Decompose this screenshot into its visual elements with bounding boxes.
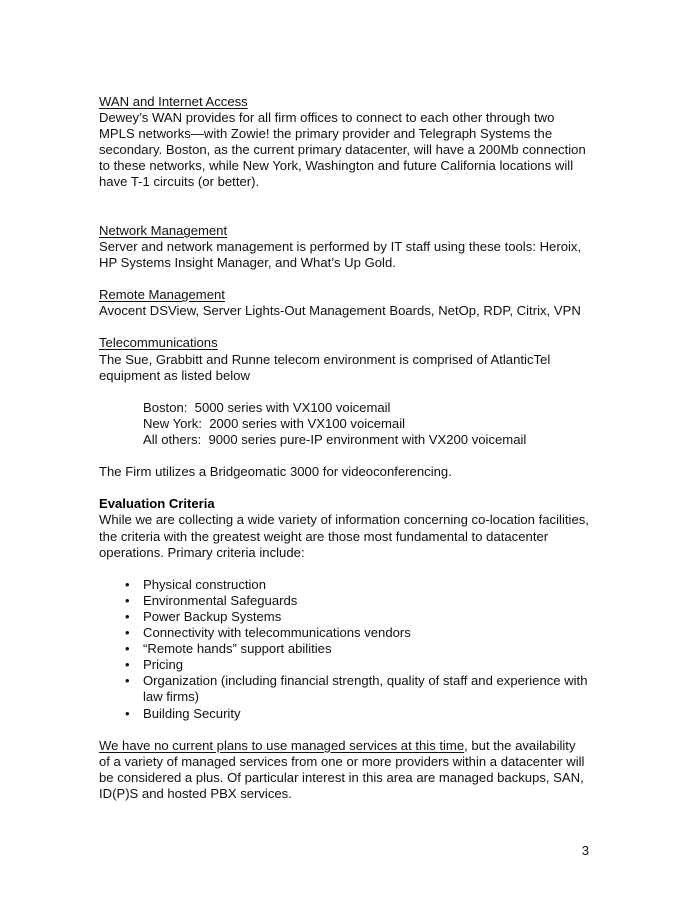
- list-item: [99, 657, 589, 673]
- list-item: [99, 673, 589, 705]
- section-spacer: [99, 561, 589, 577]
- section-heading-wan-and-internet-access: [99, 94, 589, 110]
- section-spacer: [99, 448, 589, 464]
- telecom-equipment-item: All others: 9000 series pure-IP environment with VX200 voicemail: [143, 431, 527, 447]
- section-spacer: [99, 319, 589, 335]
- section-heading-telecommunications: [99, 335, 589, 351]
- closing-paragraph-underlined: We have no current plans to use managed services at this time: [99, 737, 465, 753]
- section-heading-text: Remote Management: [99, 287, 225, 303]
- section-heading-network-management: [99, 223, 589, 239]
- list-item: [99, 641, 589, 657]
- section-spacer: [99, 480, 589, 496]
- section-body-network-management: Server and network management is performed by IT staff using these tools: Heroix, HP Systems Insight Manager, and What’s Up Gold.: [99, 238, 582, 270]
- closing-paragraph-rest: , but the availability of a variety of managed services from one or more providers within a datacenter will be considered a plus. Of particular interest in this area are managed backups, SAN, ID(P)S and hosted PBX services.: [99, 737, 585, 802]
- section-heading-remote-management: [99, 287, 589, 303]
- closing-paragraph: [99, 738, 589, 802]
- section-spacer: [99, 271, 589, 287]
- section-body-telecommunications: The Sue, Grabbitt and Runne telecom environment is comprised of AtlanticTel equipment as listed below: [99, 351, 551, 383]
- list-item-label: “Remote hands” support abilities: [143, 641, 332, 657]
- evaluation-criteria-list: [99, 577, 589, 722]
- list-item-label: Physical construction: [143, 576, 266, 592]
- section-heading-text: Network Management: [99, 222, 228, 238]
- telecom-equipment-item: Boston: 5000 series with VX100 voicemail: [143, 399, 391, 415]
- list-item-label: Pricing: [143, 657, 184, 673]
- page-number: 3: [581, 843, 589, 858]
- section-body-remote-management: Avocent DSView, Server Lights-Out Management Boards, NetOp, RDP, Citrix, VPN: [99, 303, 581, 319]
- videoconferencing-note: The Firm utilizes a Bridgeomatic 3000 for videoconferencing.: [99, 464, 452, 480]
- list-item-label: Organization (including financial strength, quality of staff and experience with law firms): [143, 673, 588, 705]
- list-item-label: Environmental Safeguards: [143, 592, 298, 608]
- section-spacer: [99, 191, 589, 223]
- bullet-icon: •: [125, 609, 130, 624]
- telecom-equipment-item: New York: 2000 series with VX100 voicemail: [143, 415, 406, 431]
- section-spacer: [99, 722, 589, 738]
- list-item-label: Power Backup Systems: [143, 609, 282, 624]
- list-item: [99, 577, 589, 593]
- list-item-label: Building Security: [143, 705, 241, 721]
- list-item: [99, 593, 589, 609]
- bullet-icon: •: [125, 625, 130, 641]
- bullet-icon: •: [125, 673, 130, 689]
- section-heading-text: WAN and Internet Access: [99, 94, 248, 109]
- section-spacer: [99, 384, 589, 400]
- bullet-icon: •: [125, 657, 130, 673]
- section-heading-text: Telecommunications: [99, 335, 218, 351]
- list-item: [99, 625, 589, 641]
- bullet-icon: •: [125, 592, 130, 608]
- document-body: [99, 94, 589, 802]
- list-item: [99, 609, 589, 625]
- telecom-equipment-list: [99, 400, 589, 448]
- bullet-icon: •: [125, 641, 130, 657]
- list-item-label: Connectivity with telecommunications vendors: [143, 625, 411, 641]
- section-body-wan-and-internet-access: Dewey’s WAN provides for all firm offices to connect to each other through two MPLS networks—with Zowie! the primary provider and Telegraph Systems the secondary. Boston, as the current primary datacenter, will have a 200Mb connection to these networks, while New York, Washington and future California locations will have T-1 circuits (or better).: [99, 110, 586, 190]
- section-heading-evaluation-criteria: Evaluation Criteria: [99, 496, 215, 512]
- bullet-icon: •: [125, 705, 130, 721]
- list-item: [99, 706, 589, 722]
- bullet-icon: •: [125, 576, 130, 592]
- section-body-evaluation-criteria: While we are collecting a wide variety of information concerning co-location facilities, the criteria with the greatest weight are those most fundamental to datacenter operations. Primary criteria include:: [99, 512, 589, 560]
